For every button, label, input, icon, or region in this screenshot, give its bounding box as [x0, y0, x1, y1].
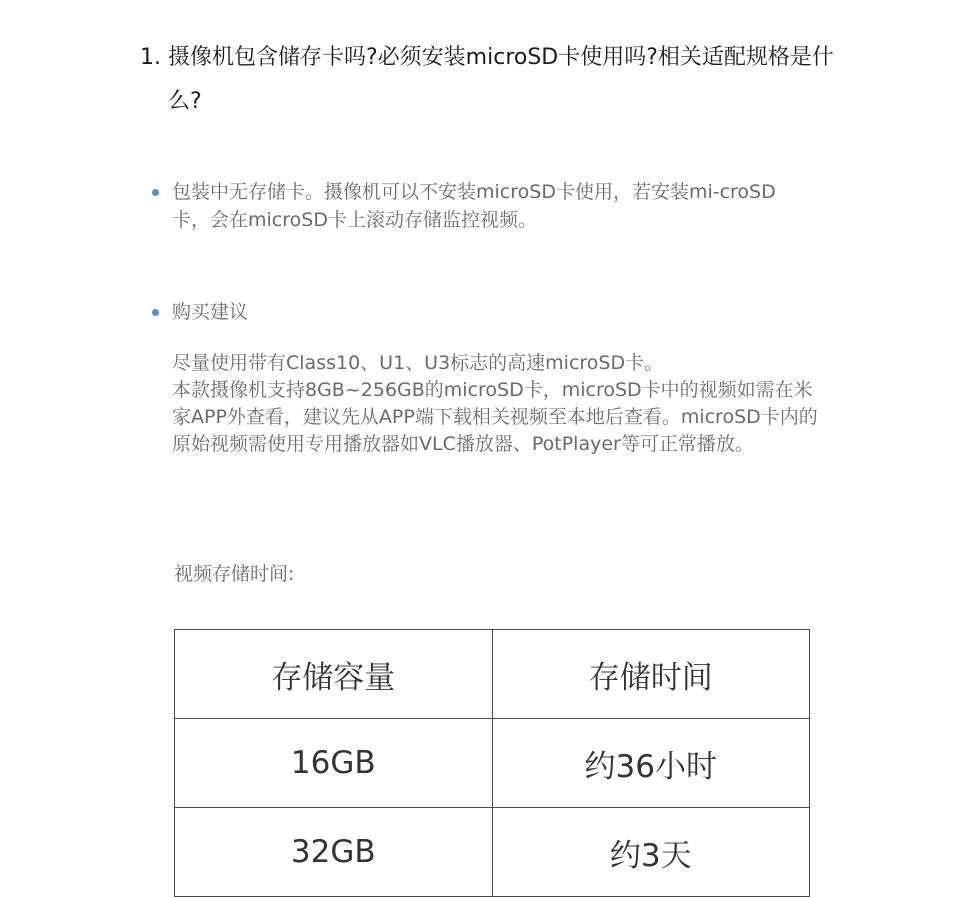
- table-row: [175, 808, 810, 897]
- storage-time-title: 视频存储时间:: [174, 563, 295, 585]
- table-cell: 约36小时: [492, 719, 810, 808]
- advice-line: 尽量使用带有Class10、U1、U3标志的高速microSD卡。: [172, 352, 664, 374]
- table-cell: 32GB: [175, 808, 493, 897]
- bullet-dot-icon: [152, 309, 159, 316]
- bullet-text: 购买建议: [172, 301, 249, 323]
- table-row: [175, 719, 810, 808]
- question-number: 1.: [140, 45, 161, 70]
- bullet-item-purchase-advice: [152, 298, 812, 326]
- storage-time-table: [174, 629, 810, 897]
- bullet-text: 包装中无存储卡。摄像机可以不安装microSD卡使用，若安装mi-croSD卡，会在microSD卡上滚动存储监控视频。: [172, 181, 776, 231]
- advice-line: 本款摄像机支持8GB~256GB的microSD卡，microSD卡中的视频如需在米家APP外查看，建议先从APP端下载相关视频至本地后查看。microSD卡内的原始视频需使用专用播放器如VLC播放器、PotPlayer等可正常播放。: [172, 379, 818, 455]
- table-cell: 约3天: [492, 808, 810, 897]
- bullet-dot-icon: [152, 189, 159, 196]
- purchase-advice-body: [172, 350, 822, 458]
- question-text: 摄像机包含储存卡吗?必须安装microSD卡使用吗?相关适配规格是什么?: [168, 45, 834, 114]
- bullet-item-no-card: [152, 178, 812, 234]
- table-cell: 16GB: [175, 719, 493, 808]
- table-header-cell: 存储容量: [175, 630, 493, 719]
- table-header-row: [175, 630, 810, 719]
- faq-question: [140, 36, 840, 124]
- table-header-cell: 存储时间: [492, 630, 810, 719]
